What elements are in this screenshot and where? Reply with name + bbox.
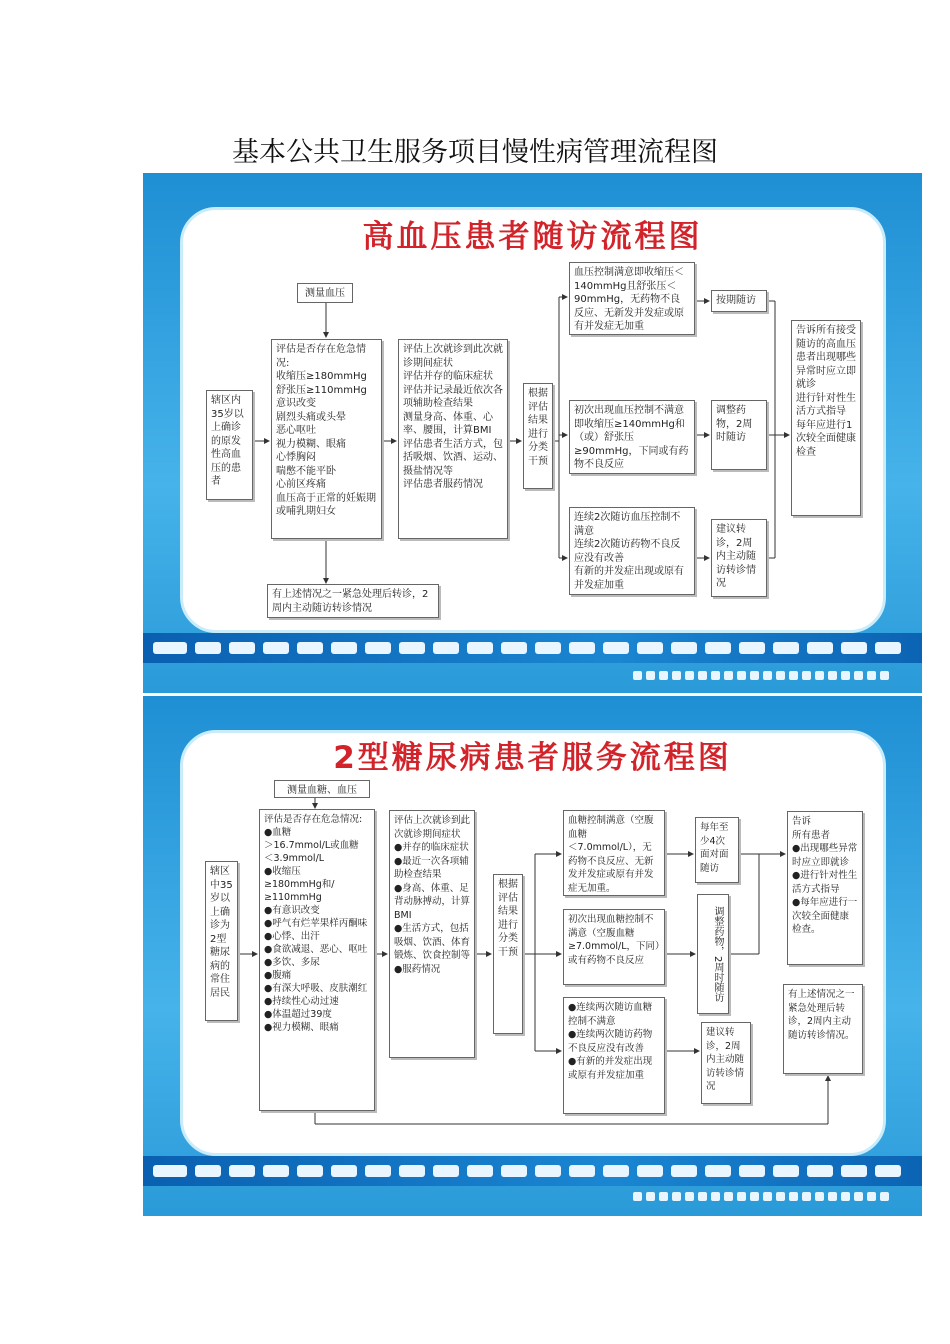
hypertension-heading: 高血压患者随访流程图 xyxy=(362,219,703,255)
emergency-referral-box: 有上述情况之一紧急处理后转诊，2周内主动随访转诊情况 xyxy=(267,584,439,618)
classify-box: 根据评估结果进行分类干预 xyxy=(493,874,523,1034)
stripe-dot xyxy=(698,671,707,680)
stripe-dash xyxy=(195,1165,221,1177)
stripe-dash xyxy=(399,1165,425,1177)
stripe-dash xyxy=(331,642,357,654)
stripe-dash xyxy=(153,1165,187,1177)
stripe-dash xyxy=(365,642,391,654)
stripe-dot xyxy=(737,1192,746,1201)
adjust-medication-box: 调整药物，2周时随访 xyxy=(711,400,767,470)
referral-box: 建议转诊，2周内主动随访转诊情况 xyxy=(701,1022,751,1104)
stripe-dot xyxy=(646,1192,655,1201)
stripe-dash xyxy=(637,1165,663,1177)
stripe-dash xyxy=(637,642,663,654)
stripe-dot xyxy=(828,671,837,680)
stripe-dash xyxy=(705,1165,731,1177)
stripe-dot xyxy=(763,1192,772,1201)
stripe-dash xyxy=(807,642,833,654)
stripe-dot xyxy=(802,1192,811,1201)
stripe-dot xyxy=(750,671,759,680)
stripe-dash xyxy=(875,1165,901,1177)
stripe-dash xyxy=(433,642,459,654)
stripe-dash xyxy=(535,642,561,654)
referral-box: 建议转诊，2周内主动随访转诊情况 xyxy=(711,519,767,597)
stripe-dash xyxy=(433,1165,459,1177)
first-uncontrolled-box: 初次出现血糖控制不满意（空腹血糖≥7.0mmol/L，下同）或有药物不良反应 xyxy=(563,909,665,985)
stripe-dash xyxy=(773,1165,799,1177)
stripe-dot xyxy=(776,1192,785,1201)
stripe-dash xyxy=(739,1165,765,1177)
stripe-dot xyxy=(828,1192,837,1201)
stripe-dot xyxy=(646,671,655,680)
stripe-dot xyxy=(633,671,642,680)
danger-assessment-box: 评估是否存在危急情况: ●血糖 ＞16.7mmol/L或血糖 ＜3.9mmol/L ●收缩压 ≥180mmHg和/ ≥110mmHg ●有意识改变 ●呼气有烂苹果样丙酮味 ●心悸、出汗 ●食欲减退、恶心、呕吐 ●多饮、多尿 ●腹痛 ●有深大呼吸、皮肤潮红 ●持续性心动过速 ●体温超过39度 ●视力模糊、眼痛 xyxy=(259,809,375,1111)
stripe-dot xyxy=(659,1192,668,1201)
stripe-dot xyxy=(633,1192,642,1201)
stripe-dash xyxy=(739,642,765,654)
stripe-dot xyxy=(815,1192,824,1201)
stripe-dash xyxy=(569,1165,595,1177)
stripe-dot xyxy=(854,671,863,680)
measure-box: 测量血压 xyxy=(297,283,353,303)
stripe-dot xyxy=(672,671,681,680)
diabetes-heading: 2型糖尿病患者服务流程图 xyxy=(333,740,732,776)
residents-box: 辖区中35岁以上确诊为2型糖尿病的常住居民 xyxy=(205,861,238,1021)
controlled-box: 血压控制满意即收缩压＜140mmHg且舒张压＜90mmHg，无药物不良反应、无新发并发症或原有并发症无加重 xyxy=(569,262,695,335)
stripe-dash xyxy=(331,1165,357,1177)
danger-assessment-box: 评估是否存在危急情况: 收缩压≥180mmHg 舒张压≥110mmHg 意识改变 剧烈头痛或头晕 恶心呕吐 视力模糊、眼痛 心悸胸闷 喘憋不能平卧 心前区疼痛 血压高于正常的妊娠期或哺乳期妇女 xyxy=(271,339,382,539)
emergency-referral-box: 有上述情况之一紧急处理后转诊，2周内主动随访转诊情况。 xyxy=(783,984,863,1074)
stripe-dot xyxy=(685,1192,694,1201)
residents-box: 辖区内35岁以上确诊的原发性高血压的患者 xyxy=(206,390,253,500)
stripe-dash xyxy=(875,642,901,654)
stripe-dot xyxy=(750,1192,759,1201)
stripe-dot xyxy=(802,671,811,680)
classify-box: 根据评估结果进行分类干预 xyxy=(523,383,553,489)
twice-uncontrolled-box: ●连续两次随访血糖控制不满意 ●连续两次随访药物不良反应没有改善 ●有新的并发症出现或原有并发症加重 xyxy=(563,997,665,1114)
stripe-dot xyxy=(724,671,733,680)
stripe-dot xyxy=(841,671,850,680)
inform-box: 告诉 所有患者 ●出现哪些异常时应立即就诊 ●进行针对性生活方式指导 ●每年应进行一次较全面健康检查。 xyxy=(787,811,863,965)
hypertension-flowchart-panel xyxy=(143,173,922,693)
stripe-dot xyxy=(724,1192,733,1201)
stripe-dash xyxy=(535,1165,561,1177)
stripe-dot xyxy=(711,1192,720,1201)
evaluation-box: 评估上次就诊到此次就诊期间症状 评估并存的临床症状 评估并记录最近依次各项辅助检查结果 测量身高、体重、心率、腰围，计算BMI 评估患者生活方式，包括吸烟、饮酒、运动、摄盐情况等 评估患者服药情况 xyxy=(398,339,508,539)
stripe-dash xyxy=(297,642,323,654)
stripe-dash xyxy=(841,642,867,654)
stripe-dash xyxy=(671,642,697,654)
first-uncontrolled-box: 初次出现血压控制不满意即收缩压≥140mmHg和（或）舒张压≥90mmHg，下同或有药物不良反应 xyxy=(569,400,695,474)
stripe-dash xyxy=(603,1165,629,1177)
stripe-dot xyxy=(711,671,720,680)
stripe-dash xyxy=(501,642,527,654)
stripe-dash xyxy=(297,1165,323,1177)
stripe-dash xyxy=(671,1165,697,1177)
stripe-dash xyxy=(153,642,187,654)
twice-uncontrolled-box: 连续2次随访血压控制不满意 连续2次随访药物不良反应没有改善 有新的并发症出现或原有并发症加重 xyxy=(569,507,695,595)
stripe-dash xyxy=(569,642,595,654)
stripe-dot xyxy=(789,671,798,680)
stripe-dot xyxy=(685,671,694,680)
controlled-box: 血糖控制满意（空腹血糖 ＜7.0mmol/L），无药物不良反应、无新发并发症或原有并发症无加重。 xyxy=(563,810,665,896)
stripe-dash xyxy=(773,642,799,654)
stripe-dot xyxy=(659,671,668,680)
stripe-dot xyxy=(737,671,746,680)
evaluation-box: 评估上次就诊到此次就诊期间症状 ●并存的临床症状 ●最近一次各项辅助检查结果 ●身高、体重、足背动脉搏动，计算BMI ●生活方式，包括吸烟、饮酒、体育锻炼、饮食控制等 ●服药情况 xyxy=(389,810,475,1058)
stripe-dot xyxy=(854,1192,863,1201)
stripe-dot xyxy=(776,671,785,680)
diabetes-flowchart-panel xyxy=(143,696,922,1216)
document-title: 基本公共卫生服务项目慢性病管理流程图 xyxy=(232,137,718,168)
decorative-stripe xyxy=(143,1156,922,1186)
stripe-dash xyxy=(603,642,629,654)
stripe-dash xyxy=(229,1165,255,1177)
stripe-dash xyxy=(501,1165,527,1177)
stripe-dot xyxy=(815,671,824,680)
stripe-dot xyxy=(672,1192,681,1201)
stripe-dot xyxy=(867,1192,876,1201)
stripe-dot xyxy=(867,671,876,680)
measure-box: 测量血糖、血压 xyxy=(274,780,370,798)
stripe-dash xyxy=(263,642,289,654)
inform-box: 告诉所有接受随访的高血压患者出现哪些异常时应立即就诊 进行针对性生活方式指导 每年应进行1次较全面健康检查 xyxy=(791,320,861,516)
scheduled-followup-box: 按期随访 xyxy=(711,290,767,312)
stripe-dash xyxy=(263,1165,289,1177)
stripe-dash xyxy=(467,1165,493,1177)
stripe-dash xyxy=(841,1165,867,1177)
stripe-dash xyxy=(229,642,255,654)
stripe-dash xyxy=(399,642,425,654)
stripe-dot xyxy=(880,1192,889,1201)
stripe-dot xyxy=(841,1192,850,1201)
stripe-dash xyxy=(705,642,731,654)
adjust-medication-box: 调整药物，2周时随访 xyxy=(697,894,729,1014)
stripe-dash xyxy=(365,1165,391,1177)
decorative-stripe xyxy=(143,633,922,663)
stripe-dash xyxy=(467,642,493,654)
stripe-dot xyxy=(698,1192,707,1201)
stripe-dash xyxy=(807,1165,833,1177)
scheduled-followup-box: 每年至少4次面对面随访 xyxy=(695,817,739,883)
stripe-dot xyxy=(789,1192,798,1201)
stripe-dot xyxy=(763,671,772,680)
stripe-dash xyxy=(195,642,221,654)
stripe-dot xyxy=(880,671,889,680)
